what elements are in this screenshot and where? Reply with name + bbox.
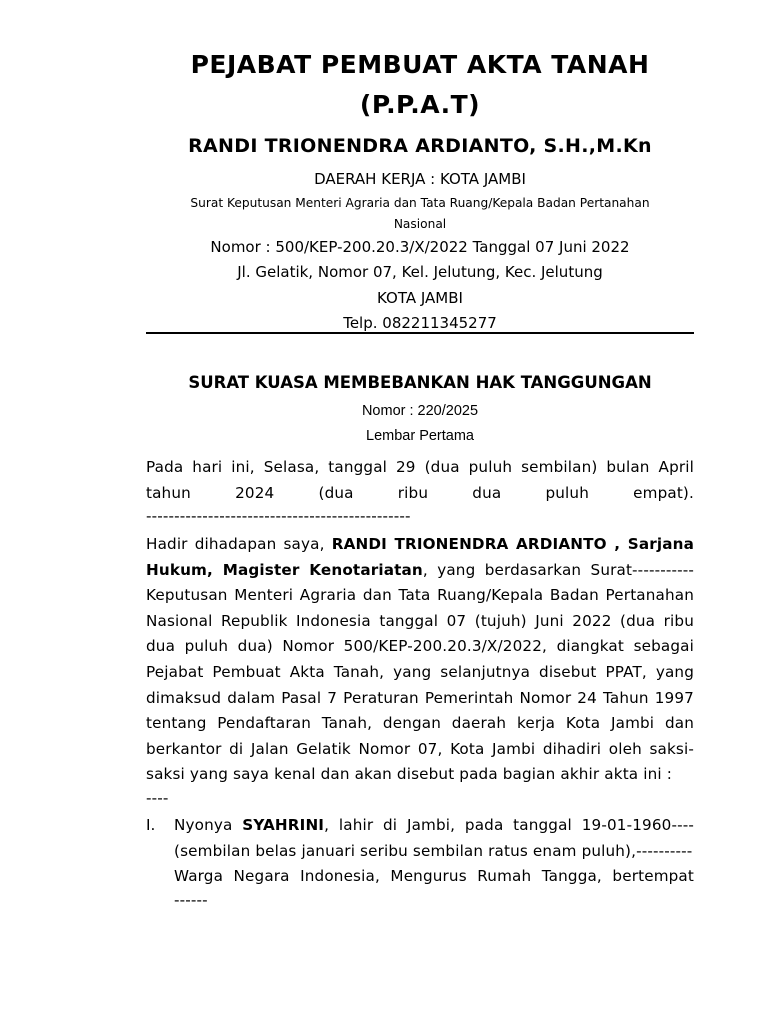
header-divider [146,332,694,334]
party-line-1 [174,813,694,839]
title-line-2: (P.P.A.T) [359,90,481,119]
ppat-name-bold: RANDI TRIONENDRA ARDIANTO , Sarjana Hukum, Magister Kenotariatan [146,535,694,579]
party-name-bold: SYAHRINI [242,816,325,834]
city: KOTA JAMBI [377,289,463,307]
opening-line-3: ----------------------------------------------- [146,507,411,526]
work-area: DAERAH KERJA : KOTA JAMBI [314,170,526,188]
party-line-4: ------ [174,890,208,909]
appearance-paragraph [146,532,694,808]
appearance-intro: Hadir dihadapan saya, [146,535,332,553]
opening-paragraph [146,455,694,526]
appearance-rest: , yang berdasarkan Surat----------- Keputusan Menteri Agraria dan Tata Ruang/Kepala Badan Pertanahan Nasional Republik Indonesia tanggal 07 (tujuh) Juni 2022 (dua ribu dua puluh dua) Nomor 500/KEP-200.20.3/X/2022, diangkat sebagai Pejabat Pembuat Akta Tanah, yang selanjutnya disebut PPAT, yang dimaksud dalam Pasal 7 Peraturan Pemerintah Nomor 24 Tahun 1997 tentang Pendaftaran Tanah, dengan daerah kerja Kota Jambi dan berkantor di Jalan Gelatik Nomor 07, Kota Jambi dihadiri oleh saksi-saksi yang saya kenal dan akan disebut pada bagian akhir akta ini : [146,560,694,784]
list-number: I. [146,816,156,834]
address: Jl. Gelatik, Nomor 07, Kel. Jelutung, Kec. Jelutung [237,263,603,281]
decree-line-1: Surat Keputusan Menteri Agraria dan Tata Ruang/Kepala Badan Pertanahan [190,196,650,210]
appearance-tail: ---- [146,788,169,807]
decree-line-2: Nasional [393,217,447,231]
party-line-2: (sembilan belas januari seribu sembilan ratus enam puluh),---------- [174,841,693,860]
document-title: SURAT KUASA MEMBEBANKAN HAK TANGGUNGAN [188,373,652,392]
party-list-item-1 [146,813,694,910]
party-line-1-rest: , lahir di Jambi, pada tanggal 19-01-1960---- [324,816,694,834]
sheet-label: Lembar Pertama [366,428,474,444]
title-line-1: PEJABAT PEMBUAT AKTA TANAH [190,50,650,79]
official-name: RANDI TRIONENDRA ARDIANTO, S.H.,M.Kn [188,135,652,157]
document-number: Nomor : 220/2025 [361,403,479,419]
phone: Telp. 082211345277 [343,314,497,332]
party-line-3: Warga Negara Indonesia, Mengurus Rumah Tangga, bertempat [174,867,694,886]
decree-number: Nomor : 500/KEP-200.20.3/X/2022 Tanggal 07 Juni 2022 [210,238,630,256]
party-prefix: Nyonya [174,816,243,834]
opening-line-1: Pada hari ini, Selasa, tanggal 29 (dua puluh sembilan) bulan April [146,458,694,476]
opening-line-2: tahun 2024 (dua ribu dua puluh empat). [146,483,694,502]
